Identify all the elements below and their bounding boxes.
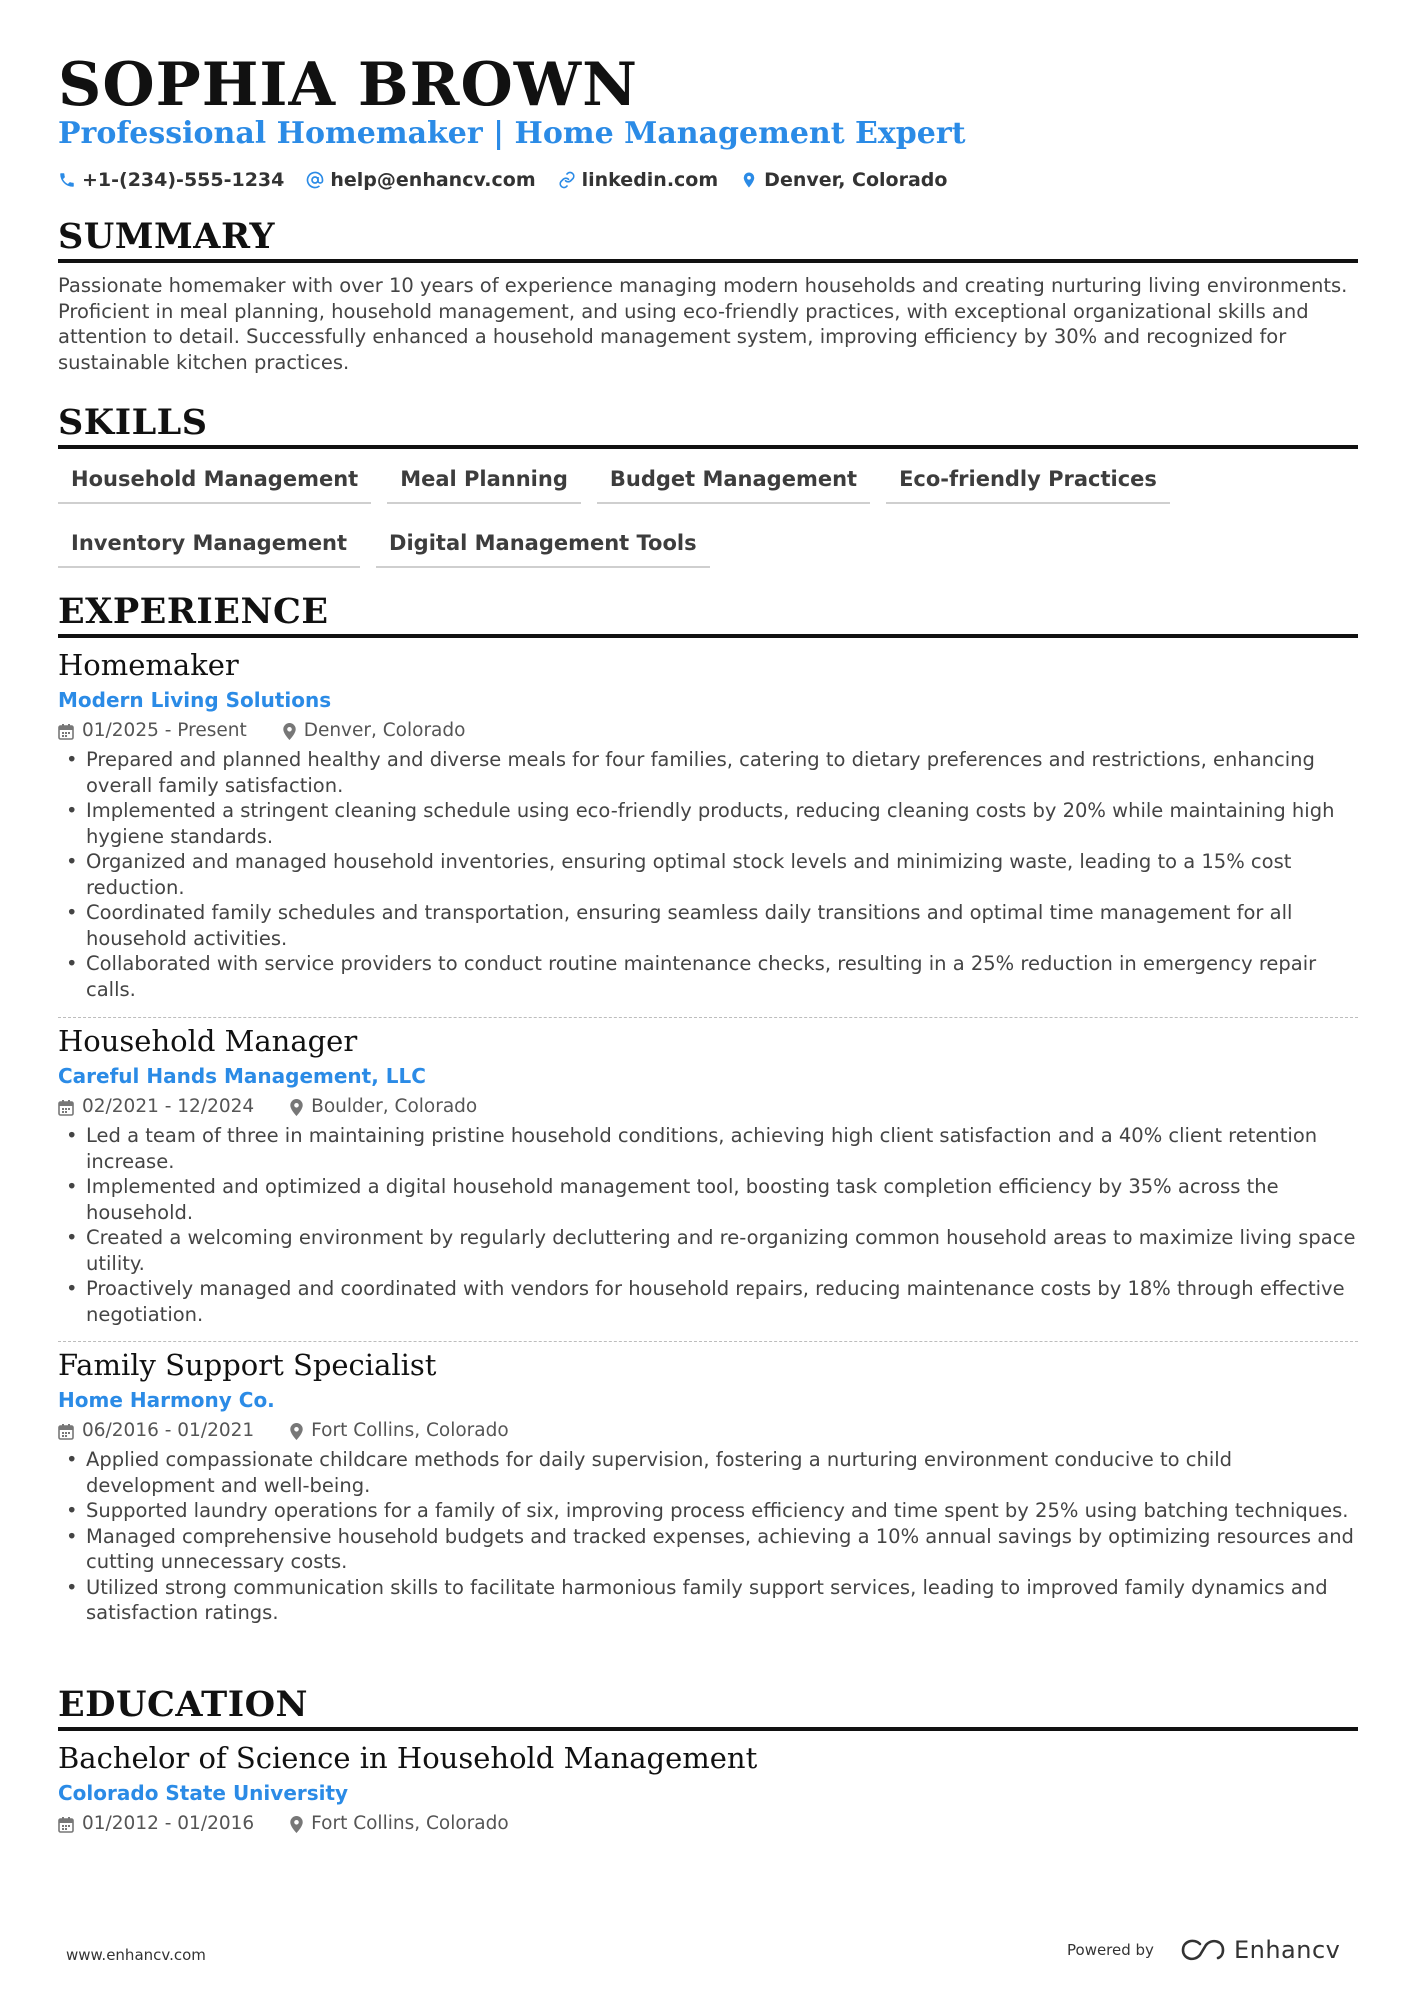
- education-location: Fort Collins, Colorado: [311, 1813, 509, 1834]
- list-item: • Proactively managed and coordinated with vendors for household repairs, reducing maintenance costs by 18% through effective negotiation.: [58, 1276, 1358, 1327]
- phone-text: +1-(234)-555-1234: [82, 169, 285, 191]
- brand-name: Enhancv: [1233, 1936, 1341, 1964]
- skill-tag: Digital Management Tools: [376, 524, 710, 568]
- professional-title: Professional Homemaker | Home Management Expert: [58, 116, 966, 151]
- education-heading: EDUCATION: [58, 1683, 1358, 1731]
- job-meta: [58, 717, 1358, 745]
- entry-divider: [58, 1341, 1358, 1342]
- education-dates: 01/2012 - 01/2016: [82, 1813, 255, 1834]
- education-meta: [58, 1810, 1358, 1838]
- skill-tag: Inventory Management: [58, 524, 360, 568]
- calendar-icon: [58, 1099, 74, 1116]
- list-item: • Applied compassionate childcare methods for daily supervision, fostering a nurturing environment conducive to child development and well-being.: [58, 1447, 1358, 1498]
- enhancv-logo-icon: [1180, 1939, 1226, 1961]
- list-item: • Prepared and planned healthy and diverse meals for four families, catering to dietary preferences and restrictions, enhancing overall family satisfaction.: [58, 747, 1358, 798]
- candidate-name: SOPHIA BROWN: [58, 50, 638, 120]
- list-item: • Coordinated family schedules and transportation, ensuring seamless daily transitions and optimal time management for all household activities.: [58, 900, 1358, 951]
- experience-entry: [58, 1023, 1358, 1327]
- calendar-icon: [58, 1816, 74, 1833]
- job-meta: [58, 1093, 1358, 1121]
- job-title: Family Support Specialist: [58, 1348, 437, 1382]
- job-location: Boulder, Colorado: [311, 1096, 478, 1117]
- entry-divider: [58, 1017, 1358, 1018]
- list-item: • Organized and managed household inventories, ensuring optimal stock levels and minimizing waste, leading to a 15% cost reduction.: [58, 849, 1358, 900]
- company-name: Modern Living Solutions: [58, 688, 332, 712]
- summary-heading: SUMMARY: [58, 215, 1358, 263]
- powered-by-label: Powered by: [1067, 1941, 1154, 1959]
- skill-tag: Meal Planning: [387, 460, 581, 504]
- job-title: Household Manager: [58, 1024, 358, 1058]
- experience-entry: [58, 1347, 1358, 1626]
- skill-tag: Eco-friendly Practices: [886, 460, 1170, 504]
- list-item: • Supported laundry operations for a family of six, improving process efficiency and time spent by 25% using batching techniques.: [58, 1498, 1358, 1524]
- list-item: • Led a team of three in maintaining pristine household conditions, achieving high client satisfaction and a 40% client retention increase.: [58, 1123, 1358, 1174]
- experience-entry: [58, 647, 1358, 1002]
- skill-tag: Household Management: [58, 460, 371, 504]
- achievement-list: [58, 1123, 1358, 1327]
- list-item: • Implemented a stringent cleaning schedule using eco-friendly products, reducing cleaning costs by 20% while maintaining high hygiene standards.: [58, 798, 1358, 849]
- linkedin-text: linkedin.com: [581, 169, 719, 191]
- job-dates: 02/2021 - 12/2024: [82, 1096, 255, 1117]
- job-location: Fort Collins, Colorado: [311, 1420, 509, 1441]
- skills-heading: SKILLS: [58, 401, 1358, 449]
- map-pin-icon: [283, 723, 296, 740]
- company-name: Home Harmony Co.: [58, 1388, 275, 1412]
- list-item: • Collaborated with service providers to conduct routine maintenance checks, resulting in a 25% reduction in emergency repair calls.: [58, 951, 1358, 1002]
- brand-logo[interactable]: [1180, 1936, 1340, 1964]
- company-name: Careful Hands Management, LLC: [58, 1064, 426, 1088]
- job-dates: 06/2016 - 01/2021: [82, 1420, 255, 1441]
- job-meta: [58, 1417, 1358, 1445]
- calendar-icon: [58, 1423, 74, 1440]
- at-sign-icon: [306, 171, 324, 189]
- experience-heading: EXPERIENCE: [58, 590, 1358, 638]
- achievement-list: [58, 1447, 1358, 1626]
- contact-bar: [58, 166, 947, 194]
- skills-list: [58, 460, 1358, 568]
- education-entry: [58, 1740, 1358, 1838]
- summary-text: Passionate homemaker with over 10 years of experience managing modern households and creating nurturing living environments. Proficient in meal planning, household management, and using eco-friendly practices, with exceptional organizational skills and attention to detail. Successfully enhanced a household management system, improving efficiency by 30% and recognized for sustainable kitchen practices.: [58, 274, 1348, 374]
- contact-linkedin[interactable]: [558, 166, 719, 194]
- phone-icon: [58, 171, 76, 189]
- job-title: Homemaker: [58, 648, 239, 682]
- location-text: Denver, Colorado: [764, 169, 948, 191]
- map-pin-icon: [740, 171, 758, 189]
- footer-website[interactable]: www.enhancv.com: [66, 1946, 206, 1964]
- achievement-list: [58, 747, 1358, 1002]
- map-pin-icon: [290, 1099, 303, 1116]
- contact-email[interactable]: [306, 166, 535, 194]
- contact-location: [740, 166, 947, 194]
- school-name: Colorado State University: [58, 1781, 349, 1805]
- email-text: help@enhancv.com: [330, 169, 536, 191]
- list-item: • Managed comprehensive household budgets and tracked expenses, achieving a 10% annual savings by optimizing resources and cutting unnecessary costs.: [58, 1524, 1358, 1575]
- list-item: • Implemented and optimized a digital household management tool, boosting task completion efficiency by 35% across the household.: [58, 1174, 1358, 1225]
- map-pin-icon: [290, 1816, 303, 1833]
- list-item: • Created a welcoming environment by regularly decluttering and re-organizing common household areas to maximize living space utility.: [58, 1225, 1358, 1276]
- footer-branding: [1067, 1936, 1340, 1964]
- skill-tag: Budget Management: [597, 460, 870, 504]
- contact-phone[interactable]: [58, 166, 284, 194]
- list-item: • Utilized strong communication skills to facilitate harmonious family support services, leading to improved family dynamics and satisfaction ratings.: [58, 1575, 1358, 1626]
- link-icon: [558, 171, 576, 189]
- job-location: Denver, Colorado: [303, 720, 466, 741]
- calendar-icon: [58, 723, 74, 740]
- degree-title: Bachelor of Science in Household Management: [58, 1741, 758, 1775]
- map-pin-icon: [290, 1423, 303, 1440]
- job-dates: 01/2025 - Present: [82, 720, 247, 741]
